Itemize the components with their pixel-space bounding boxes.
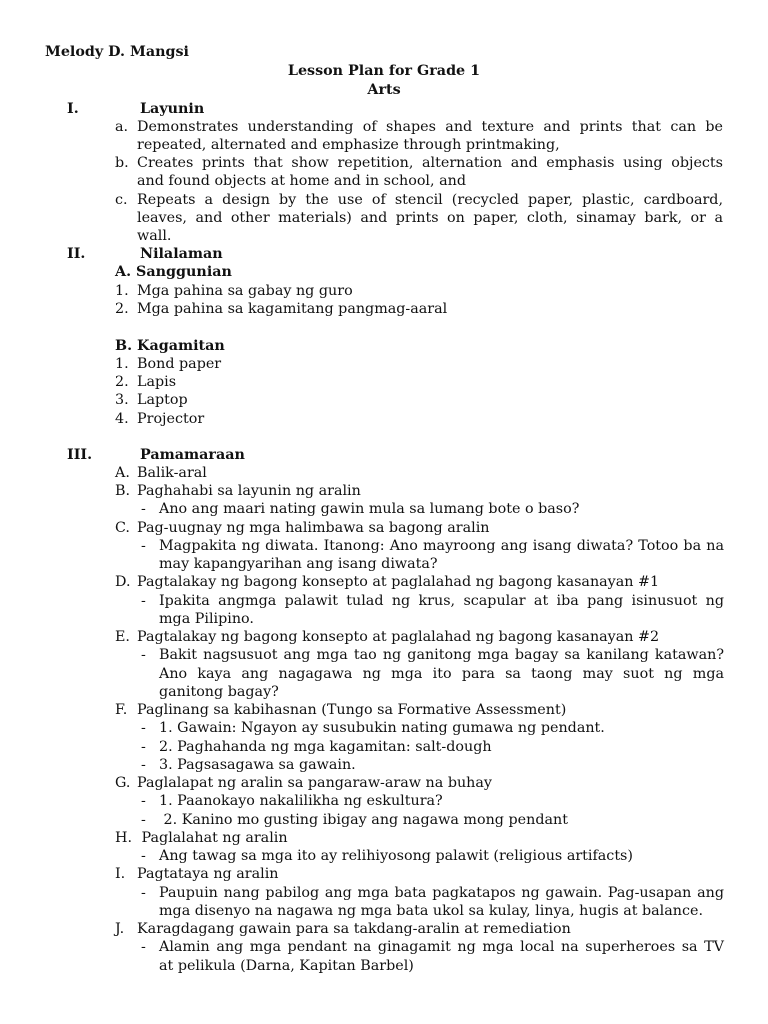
step-label-j: J. [115, 921, 125, 937]
section-heading-layunin: Layunin [140, 101, 205, 117]
step-g-dash-1: - [141, 793, 146, 809]
step-g-text: Paglalapat ng aralin sa pangaraw-araw na buhay [137, 775, 492, 791]
objective-c-line-2: leaves, and other materials) and prints on paper, cloth, sinamay bark, or a [137, 210, 723, 226]
step-i-sub-line-1: Paupuin nang pabilog ang mga bata pagkatapos ng gawain. Pag-usapan ang [159, 885, 724, 901]
section-heading-pamamaraan: Pamamaraan [140, 447, 245, 463]
step-h-sub-1: Ang tawag sa mga ito ay relihiyosong palawit (religious artifacts) [159, 848, 633, 864]
reference-num-2: 2. [115, 301, 129, 317]
objective-b-line-1: Creates prints that show repetition, alternation and emphasis using objects [137, 155, 723, 171]
step-f-dash-2: - [141, 739, 146, 755]
objective-label-c: c. [115, 192, 128, 208]
section-roman-2: II. [67, 246, 86, 262]
author-name: Melody D. Mangsi [45, 44, 189, 60]
step-label-i: I. [115, 866, 126, 882]
step-f-dash-3: - [141, 757, 146, 773]
step-d-sub-line-1: Ipakita angmga palawit tulad ng krus, scapular at iba pang isinusuot ng [159, 593, 724, 609]
step-c-text: Pag-uugnay ng mga halimbawa sa bagong aralin [137, 520, 490, 536]
step-b-text: Paghahabi sa layunin ng aralin [137, 483, 361, 499]
step-g-dash-2: - [141, 812, 146, 828]
step-label-c: C. [115, 520, 130, 536]
material-num-4: 4. [115, 411, 129, 427]
material-item-3: Laptop [137, 392, 188, 408]
step-f-sub-2: 2. Paghahanda ng mga kagamitan: salt-dough [159, 739, 492, 755]
objective-b-line-2: and found objects at home and in school, and [137, 173, 466, 189]
document-subject: Arts [367, 82, 401, 98]
material-item-2: Lapis [137, 374, 177, 390]
section-roman-1: I. [67, 101, 79, 117]
step-f-sub-1: 1. Gawain: Ngayon ay susubukin nating gumawa ng pendant. [159, 720, 605, 736]
reference-num-1: 1. [115, 283, 129, 299]
section-heading-nilalaman: Nilalaman [140, 246, 223, 262]
step-e-sub-line-1: Bakit nagsusuot ang mga tao ng ganitong mga bagay sa kanilang katawan? [159, 647, 724, 663]
step-b-dash: - [141, 501, 146, 517]
step-i-sub-line-2: mga disenyo na nagawa ng mga bata ukol sa kulay, linya, hugis at balance. [159, 903, 704, 919]
objective-a-line-2: repeated, alternated and emphasize through printmaking, [137, 137, 560, 153]
step-f-text: Paglinang sa kabihasnan (Tungo sa Formative Assessment) [137, 702, 567, 718]
subheading-sanggunian: A. Sanggunian [115, 264, 232, 280]
step-e-sub-line-3: ganitong bagay? [159, 684, 279, 700]
step-h-dash: - [141, 848, 146, 864]
step-label-g: G. [115, 775, 131, 791]
step-d-sub-line-2: mga Pilipino. [159, 611, 254, 627]
step-c-dash: - [141, 538, 146, 554]
step-j-sub-line-1: Alamin ang mga pendant na ginagamit ng mga local na superheroes sa TV [159, 939, 724, 955]
step-label-e: E. [115, 629, 130, 645]
step-e-text: Pagtalakay ng bagong konsepto at paglalahad ng bagong kasanayan #2 [137, 629, 660, 645]
step-g-sub-1: 1. Paanokayo nakalilikha ng eskultura? [159, 793, 443, 809]
step-h-text: Paglalahat ng aralin [137, 830, 288, 846]
objective-label-a: a. [115, 119, 129, 135]
objective-c-line-3: wall. [137, 228, 172, 244]
step-j-sub-line-2: at pelikula (Darna, Kapitan Barbel) [159, 958, 414, 974]
step-g-sub-2: 2. Kanino mo gusting ibigay ang nagawa mong pendant [159, 812, 568, 828]
step-c-sub-line-2: may kapangyarihan ang isang diwata? [159, 556, 438, 572]
step-a-text: Balik-aral [137, 465, 207, 481]
objective-c-line-1: Repeats a design by the use of stencil (recycled paper, plastic, cardboard, [137, 192, 723, 208]
step-c-sub-line-1: Magpakita ng diwata. Itanong: Ano mayroong ang isang diwata? Totoo ba na [159, 538, 724, 554]
step-i-text: Pagtataya ng aralin [137, 866, 279, 882]
section-roman-3: III. [67, 447, 93, 463]
step-label-d: D. [115, 574, 131, 590]
material-num-3: 3. [115, 392, 129, 408]
reference-item-1: Mga pahina sa gabay ng guro [137, 283, 353, 299]
step-j-text: Karagdagang gawain para sa takdang-aralin at remediation [137, 921, 571, 937]
step-j-dash: - [141, 939, 146, 955]
step-e-sub-line-2: Ano kaya ang nagagawa ng mga ito para sa taong may suot ng mga [159, 666, 724, 682]
step-b-sub-1: Ano ang maari nating gawin mula sa lumang bote o baso? [159, 501, 580, 517]
material-item-1: Bond paper [137, 356, 222, 372]
document-title: Lesson Plan for Grade 1 [287, 63, 481, 79]
step-label-a: A. [115, 465, 130, 481]
subheading-kagamitan: B. Kagamitan [115, 338, 225, 354]
material-num-1: 1. [115, 356, 129, 372]
step-label-h: H. [115, 830, 133, 846]
step-f-dash-1: - [141, 720, 146, 736]
step-e-dash: - [141, 647, 146, 663]
material-num-2: 2. [115, 374, 129, 390]
step-d-dash: - [141, 593, 146, 609]
material-item-4: Projector [137, 411, 205, 427]
objective-label-b: b. [115, 155, 129, 171]
step-i-dash: - [141, 885, 146, 901]
step-label-b: B. [115, 483, 131, 499]
reference-item-2: Mga pahina sa kagamitang pangmag-aaral [137, 301, 448, 317]
objective-a-line-1: Demonstrates understanding of shapes and texture and prints that can be [137, 119, 723, 135]
step-label-f: F. [115, 702, 128, 718]
step-f-sub-3: 3. Pagsasagawa sa gawain. [159, 757, 356, 773]
step-d-text: Pagtalakay ng bagong konsepto at paglalahad ng bagong kasanayan #1 [137, 574, 660, 590]
